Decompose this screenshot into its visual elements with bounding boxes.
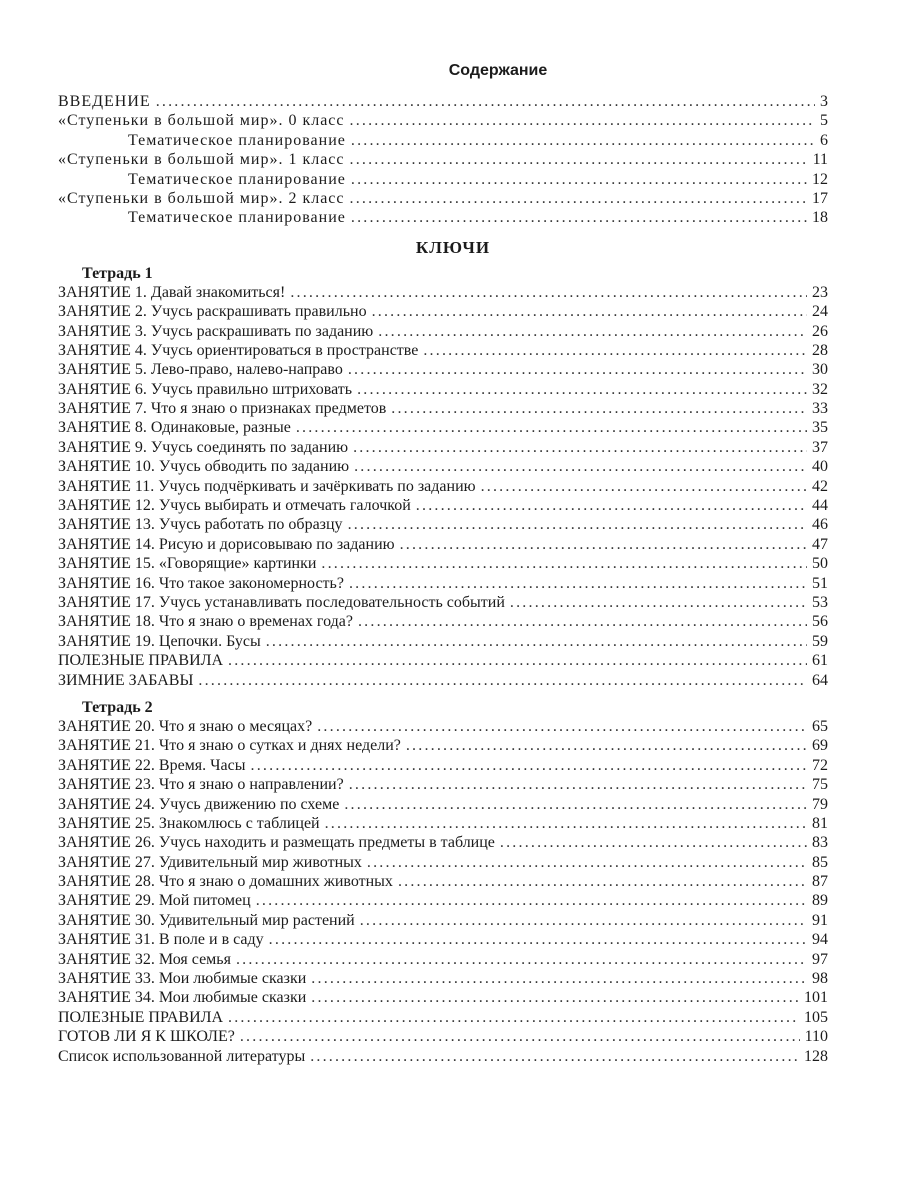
toc-entry — [58, 535, 828, 554]
toc-entry — [58, 1008, 828, 1027]
dot-leader — [351, 170, 807, 189]
toc-entry-page: 5 — [820, 112, 828, 130]
toc-entry — [58, 496, 828, 515]
toc-entry — [58, 736, 828, 755]
toc-entry — [58, 969, 828, 988]
toc-entry-label: «Ступеньки в большой мир». 0 класс — [58, 112, 345, 130]
intro-list — [58, 92, 828, 228]
toc-entry-page: 26 — [812, 322, 828, 340]
dot-leader — [266, 632, 807, 651]
toc-entry-label: Список использованной литературы — [58, 1047, 306, 1065]
toc-entry — [58, 872, 828, 891]
toc-entry — [58, 814, 828, 833]
toc-entry-label: Тематическое планирование — [128, 170, 346, 188]
toc-entry — [58, 322, 828, 341]
dot-leader — [351, 208, 807, 227]
toc-entry — [58, 988, 828, 1007]
table-of-contents — [58, 62, 828, 1066]
toc-entry-label: ЗАНЯТИЕ 23. Что я знаю о направлении? — [58, 776, 344, 794]
toc-entry-label: ПОЛЕЗНЫЕ ПРАВИЛА — [58, 1008, 224, 1026]
dot-leader — [354, 457, 807, 476]
dot-leader — [357, 380, 807, 399]
toc-entry-page: 61 — [812, 652, 828, 670]
toc-entry — [58, 554, 828, 573]
dot-leader — [350, 150, 808, 169]
toc-entry-label: ЗАНЯТИЕ 26. Учусь находить и размещать предметы в таблице — [58, 834, 495, 852]
notebook1-title: Тетрадь 1 — [82, 264, 153, 282]
toc-entry-page: 75 — [812, 776, 828, 794]
toc-entry — [58, 911, 828, 930]
toc-entry-label: ЗАНЯТИЕ 11. Учусь подчёркивать и зачёркивать по заданию — [58, 477, 476, 495]
dot-leader — [351, 131, 815, 150]
dot-leader — [481, 477, 807, 496]
toc-entry-page: 128 — [804, 1047, 828, 1065]
toc-entry-label: ЗАНЯТИЕ 13. Учусь работать по образцу — [58, 516, 343, 534]
toc-entry — [58, 717, 828, 736]
toc-entry-page: 69 — [812, 737, 828, 755]
toc-entry — [58, 92, 828, 111]
dot-leader — [311, 988, 799, 1007]
toc-entry-label: ЗАНЯТИЕ 3. Учусь раскрашивать по заданию — [58, 322, 374, 340]
toc-entry — [58, 302, 828, 321]
dot-leader — [311, 969, 807, 988]
dot-leader — [423, 341, 807, 360]
dot-leader — [372, 302, 807, 321]
toc-entry — [58, 399, 828, 418]
toc-entry — [58, 950, 828, 969]
page-title: Содержание — [448, 62, 548, 79]
toc-entry — [58, 853, 828, 872]
toc-entry-page: 98 — [812, 970, 828, 988]
toc-entry-page: 24 — [812, 303, 828, 321]
toc-entry-page: 40 — [812, 458, 828, 476]
toc-entry-label: ГОТОВ ЛИ Я К ШКОЛЕ? — [58, 1028, 235, 1046]
toc-entry — [58, 341, 828, 360]
toc-entry-page: 37 — [812, 438, 828, 456]
toc-entry-label: ЗАНЯТИЕ 9. Учусь соединять по заданию — [58, 438, 349, 456]
toc-entry-label: ЗАНЯТИЕ 17. Учусь устанавливать последовательность событий — [58, 593, 505, 611]
toc-entry-page: 110 — [804, 1028, 828, 1046]
dot-leader — [156, 92, 815, 111]
dot-leader — [350, 189, 808, 208]
toc-entry-label: Тематическое планирование — [128, 209, 346, 227]
toc-entry — [58, 380, 828, 399]
toc-entry-page: 28 — [812, 341, 828, 359]
toc-entry-page: 85 — [812, 853, 828, 871]
toc-entry-label: ЗАНЯТИЕ 5. Лево-право, налево-направо — [58, 361, 343, 379]
toc-entry — [58, 360, 828, 379]
dot-leader — [367, 853, 807, 872]
dot-leader — [296, 418, 807, 437]
toc-entry-page: 65 — [812, 717, 828, 735]
toc-entry — [58, 170, 828, 189]
toc-entry-label: ЗАНЯТИЕ 22. Время. Часы — [58, 756, 246, 774]
dot-leader — [317, 717, 807, 736]
toc-entry-page: 101 — [804, 989, 828, 1007]
toc-entry — [58, 775, 828, 794]
toc-entry — [58, 1027, 828, 1046]
toc-entry-label: ЗАНЯТИЕ 18. Что я знаю о временах года? — [58, 613, 353, 631]
toc-entry-page: 87 — [812, 873, 828, 891]
toc-entry-page: 59 — [812, 632, 828, 650]
dot-leader — [358, 612, 807, 631]
toc-entry-page: 42 — [812, 477, 828, 495]
toc-entry-label: ЗАНЯТИЕ 14. Рисую и дорисовываю по заданию — [58, 535, 395, 553]
dot-leader — [353, 438, 807, 457]
toc-entry-label: ЗАНЯТИЕ 32. Моя семья — [58, 950, 231, 968]
dot-leader — [228, 651, 807, 670]
dot-leader — [416, 496, 807, 515]
toc-entry-label: ЗАНЯТИЕ 16. Что такое закономерность? — [58, 574, 344, 592]
toc-entry-page: 44 — [812, 497, 828, 515]
toc-entry-page: 89 — [812, 892, 828, 910]
toc-entry-label: «Ступеньки в большой мир». 2 класс — [58, 189, 345, 207]
toc-entry — [58, 208, 828, 227]
dot-leader — [349, 574, 807, 593]
toc-entry-label: ЗАНЯТИЕ 2. Учусь раскрашивать правильно — [58, 303, 367, 321]
dot-leader — [290, 283, 807, 302]
toc-entry-label: ЗИМНИЕ ЗАБАВЫ — [58, 671, 194, 689]
toc-entry-label: ЗАНЯТИЕ 24. Учусь движению по схеме — [58, 795, 340, 813]
dot-leader — [344, 795, 807, 814]
toc-entry-label: ЗАНЯТИЕ 15. «Говорящие» картинки — [58, 555, 317, 573]
toc-entry — [58, 756, 828, 775]
toc-entry-label: ЗАНЯТИЕ 19. Цепочки. Бусы — [58, 632, 261, 650]
toc-entry — [58, 632, 828, 651]
dot-leader — [325, 814, 807, 833]
toc-entry — [58, 651, 828, 670]
toc-entry-label: ЗАНЯТИЕ 34. Мои любимые сказки — [58, 989, 307, 1007]
dot-leader — [360, 911, 807, 930]
toc-entry-page: 53 — [812, 593, 828, 611]
toc-entry — [58, 833, 828, 852]
toc-entry-page: 6 — [820, 131, 828, 149]
toc-entry-label: Тематическое планирование — [128, 131, 346, 149]
dot-leader — [510, 593, 807, 612]
toc-entry-page: 46 — [812, 516, 828, 534]
dot-leader — [391, 399, 807, 418]
dot-leader — [240, 1027, 800, 1046]
toc-entry-page: 79 — [812, 795, 828, 813]
toc-entry-page: 64 — [812, 671, 828, 689]
dot-leader — [378, 322, 807, 341]
toc-entry — [58, 477, 828, 496]
toc-entry-label: ЗАНЯТИЕ 7. Что я знаю о признаках предметов — [58, 400, 387, 418]
toc-entry — [58, 131, 828, 150]
dot-leader — [321, 554, 807, 573]
dot-leader — [251, 756, 807, 775]
keys-heading: КЛЮЧИ — [415, 237, 491, 257]
toc-entry-label: ЗАНЯТИЕ 31. В поле и в саду — [58, 931, 264, 949]
toc-entry-label: ЗАНЯТИЕ 29. Мой питомец — [58, 892, 251, 910]
dot-leader — [198, 671, 807, 690]
toc-entry — [58, 795, 828, 814]
dot-leader — [348, 515, 807, 534]
toc-entry-page: 30 — [812, 361, 828, 379]
toc-entry — [58, 1047, 828, 1066]
toc-entry-label: ЗАНЯТИЕ 33. Мои любимые сказки — [58, 970, 307, 988]
toc-entry-label: ЗАНЯТИЕ 10. Учусь обводить по заданию — [58, 458, 350, 476]
toc-entry — [58, 189, 828, 208]
dot-leader — [398, 872, 807, 891]
toc-entry-page: 91 — [812, 911, 828, 929]
toc-entry-page: 56 — [812, 613, 828, 631]
toc-entry-page: 72 — [812, 756, 828, 774]
toc-entry-label: ЗАНЯТИЕ 21. Что я знаю о сутках и днях недели? — [58, 737, 401, 755]
dot-leader — [269, 930, 807, 949]
toc-entry-label: ЗАНЯТИЕ 8. Одинаковые, разные — [58, 419, 291, 437]
toc-entry-page: 50 — [812, 555, 828, 573]
toc-entry-label: ЗАНЯТИЕ 20. Что я знаю о месяцах? — [58, 717, 313, 735]
toc-entry-page: 32 — [812, 380, 828, 398]
dot-leader — [500, 833, 807, 852]
toc-entry-page: 18 — [812, 209, 828, 227]
dot-leader — [236, 950, 807, 969]
dot-leader — [310, 1047, 799, 1066]
dot-leader — [348, 360, 807, 379]
dot-leader — [406, 736, 807, 755]
dot-leader — [256, 891, 807, 910]
toc-entry-page: 51 — [812, 574, 828, 592]
toc-entry — [58, 593, 828, 612]
toc-entry-label: ЗАНЯТИЕ 25. Знакомлюсь с таблицей — [58, 814, 320, 832]
toc-entry-page: 23 — [812, 283, 828, 301]
toc-entry — [58, 283, 828, 302]
notebook2-list — [58, 717, 828, 1066]
toc-entry-page: 35 — [812, 419, 828, 437]
toc-entry-label: ЗАНЯТИЕ 1. Давай знакомиться! — [58, 283, 286, 301]
toc-entry-label: ЗАНЯТИЕ 27. Удивительный мир животных — [58, 853, 362, 871]
toc-entry-label: ЗАНЯТИЕ 12. Учусь выбирать и отмечать галочкой — [58, 497, 411, 515]
toc-entry — [58, 457, 828, 476]
dot-leader — [228, 1008, 799, 1027]
toc-entry-label: ВВЕДЕНИЕ — [58, 93, 151, 110]
toc-entry — [58, 891, 828, 910]
toc-entry-page: 17 — [812, 189, 828, 207]
toc-entry-label: ЗАНЯТИЕ 28. Что я знаю о домашних животных — [58, 873, 393, 891]
toc-entry-label: «Ступеньки в большой мир». 1 класс — [58, 151, 345, 169]
toc-entry-page: 47 — [812, 535, 828, 553]
dot-leader — [350, 111, 816, 130]
toc-entry-label: ЗАНЯТИЕ 4. Учусь ориентироваться в пространстве — [58, 341, 419, 359]
toc-entry-page: 12 — [812, 170, 828, 188]
dot-leader — [349, 775, 807, 794]
toc-entry-page: 11 — [812, 151, 828, 169]
toc-entry — [58, 574, 828, 593]
toc-entry-page: 33 — [812, 400, 828, 418]
toc-entry — [58, 438, 828, 457]
toc-entry — [58, 111, 828, 130]
toc-entry — [58, 671, 828, 690]
toc-entry-label: ЗАНЯТИЕ 6. Учусь правильно штриховать — [58, 380, 353, 398]
toc-entry — [58, 930, 828, 949]
toc-entry-page: 94 — [812, 931, 828, 949]
notebook2-title: Тетрадь 2 — [82, 698, 153, 716]
toc-entry-label: ЗАНЯТИЕ 30. Удивительный мир растений — [58, 911, 355, 929]
toc-entry-page: 81 — [812, 814, 828, 832]
notebook1-list — [58, 283, 828, 690]
dot-leader — [400, 535, 807, 554]
toc-entry — [58, 418, 828, 437]
toc-entry-label: ПОЛЕЗНЫЕ ПРАВИЛА — [58, 652, 224, 670]
toc-entry — [58, 612, 828, 631]
toc-entry-page: 3 — [820, 93, 828, 110]
toc-entry-page: 97 — [812, 950, 828, 968]
toc-entry — [58, 150, 828, 169]
toc-entry-page: 83 — [812, 834, 828, 852]
toc-entry — [58, 515, 828, 534]
toc-entry-page: 105 — [804, 1008, 828, 1026]
